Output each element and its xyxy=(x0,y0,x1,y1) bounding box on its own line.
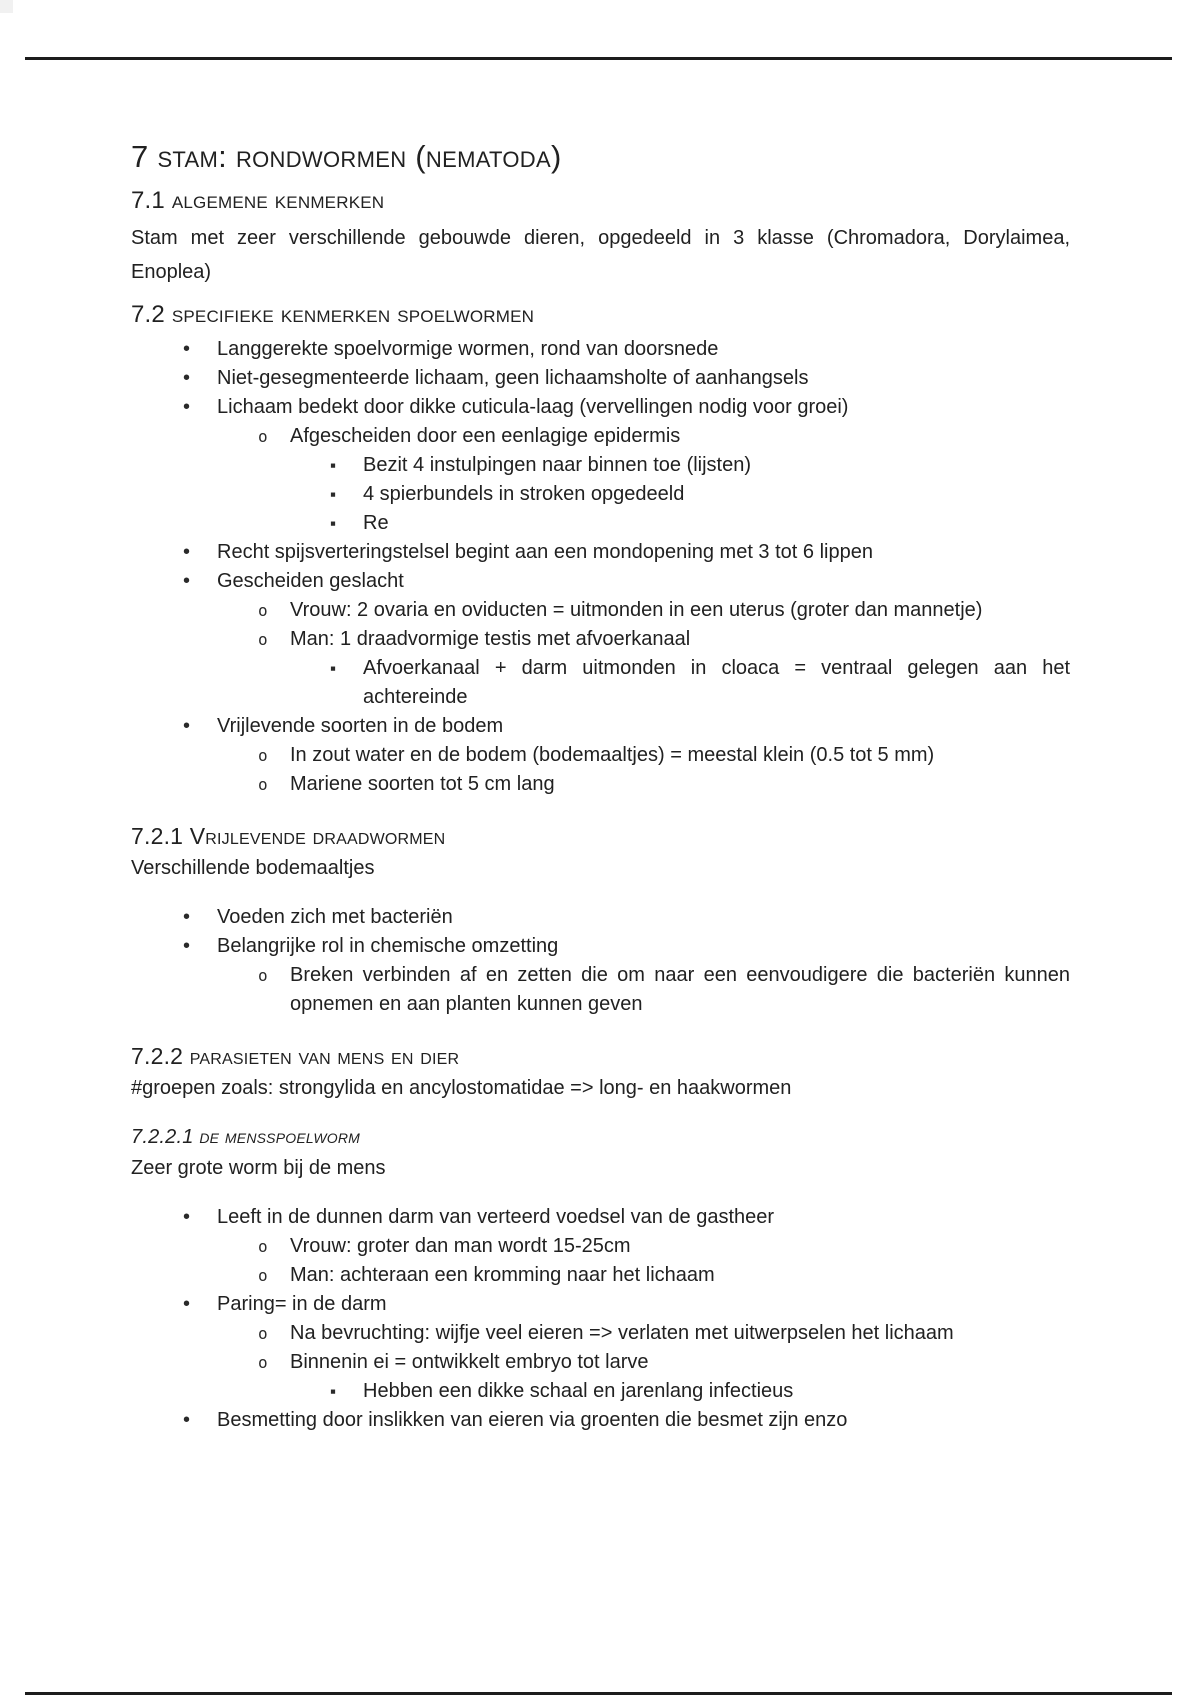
bullet-icon: • xyxy=(183,906,191,928)
list-item-text: Binnenin ei = ontwikkelt embryo tot larve xyxy=(290,1351,649,1373)
list-item-text: Besmetting door inslikken van eieren via groenten die besmet zijn enzo xyxy=(217,1409,848,1431)
list-item xyxy=(131,741,1070,770)
list-item-text: Belangrijke rol in chemische omzetting xyxy=(217,935,559,957)
bullet-icon: • xyxy=(183,570,191,592)
list-item-text: Re xyxy=(363,512,389,534)
list-item-text: Gescheiden geslacht xyxy=(217,570,404,592)
paragraph-7-2-2-1: Zeer grote worm bij de mens xyxy=(131,1157,386,1179)
list-item-text: Vrijlevende soorten in de bodem xyxy=(217,715,504,737)
heading-7-2-1: 7.2.1 Vrijlevende draadwormen xyxy=(131,823,446,849)
bullet-icon: • xyxy=(183,338,191,360)
scan-corner-artifact xyxy=(0,0,13,13)
list-7-2-1 xyxy=(131,903,1070,1019)
document-page xyxy=(131,139,1070,1435)
list-item xyxy=(131,364,1070,393)
list-item xyxy=(131,596,1070,625)
circle-bullet-icon: o xyxy=(258,1266,268,1285)
list-item xyxy=(131,903,1070,932)
list-item-text: Afgescheiden door een eenlagige epidermis xyxy=(290,425,681,447)
list-item xyxy=(131,1377,1070,1406)
heading-7-1: 7.1 algemene kenmerken xyxy=(131,187,385,214)
bullet-icon: • xyxy=(183,367,191,389)
list-item xyxy=(131,480,1070,509)
list-item-text: Voeden zich met bacteriën xyxy=(217,906,453,928)
bullet-icon: • xyxy=(183,715,191,737)
bullet-icon: • xyxy=(183,1409,191,1431)
bullet-icon: • xyxy=(183,396,191,418)
list-item xyxy=(131,1290,1070,1319)
square-bullet-icon: ▪ xyxy=(330,485,337,504)
bullet-icon: • xyxy=(183,935,191,957)
heading-7: 7 stam: rondwormen (nematoda) xyxy=(131,139,562,174)
square-bullet-icon: ▪ xyxy=(330,1382,337,1401)
list-item xyxy=(131,451,1070,480)
bullet-icon: • xyxy=(183,541,191,563)
list-item xyxy=(131,538,1070,567)
list-item xyxy=(131,422,1070,451)
bullet-icon: • xyxy=(183,1293,191,1315)
circle-bullet-icon: o xyxy=(258,601,268,620)
list-item-text: Leeft in de dunnen darm van verteerd voedsel van de gastheer xyxy=(217,1206,775,1228)
square-bullet-icon: ▪ xyxy=(330,514,337,533)
paragraph-7-2-1: Verschillende bodemaaltjes xyxy=(131,857,375,879)
heading-7-2-2: 7.2.2 parasieten van mens en dier xyxy=(131,1043,460,1069)
list-item-text: Paring= in de darm xyxy=(217,1293,387,1315)
circle-bullet-icon: o xyxy=(258,1353,268,1372)
list-7-2-2-1 xyxy=(131,1203,1070,1435)
list-7-2 xyxy=(131,335,1070,799)
list-item-text: Mariene soorten tot 5 cm lang xyxy=(290,773,555,795)
paragraph-7-1: Stam met zeer verschillende gebouwde dieren, opgedeeld in 3 klasse (Chromadora, Dorylaimea, Enoplea) xyxy=(131,227,1070,283)
paragraph-7-2-2: #groepen zoals: strongylida en ancylostomatidae => long- en haakwormen xyxy=(131,1077,792,1099)
list-item-text: Breken verbinden af en zetten die om naar een eenvoudigere die bacteriën kunnen opnemen en aan planten kunnen geven xyxy=(290,964,1070,1015)
circle-bullet-icon: o xyxy=(258,630,268,649)
bullet-icon: • xyxy=(183,1206,191,1228)
list-item-text: Recht spijsverteringstelsel begint aan een mondopening met 3 tot 6 lippen xyxy=(217,541,873,563)
square-bullet-icon: ▪ xyxy=(330,659,337,678)
list-item-text: Lichaam bedekt door dikke cuticula-laag (vervellingen nodig voor groei) xyxy=(217,396,849,418)
circle-bullet-icon: o xyxy=(258,1324,268,1343)
list-item xyxy=(131,1348,1070,1377)
circle-bullet-icon: o xyxy=(258,775,268,794)
list-item-text: Afvoerkanaal + darm uitmonden in cloaca = ventraal gelegen aan het achtereinde xyxy=(363,657,1070,708)
list-item-text: Hebben een dikke schaal en jarenlang infectieus xyxy=(363,1380,794,1402)
list-item xyxy=(131,1203,1070,1232)
list-item-text: Vrouw: 2 ovaria en oviducten = uitmonden in een uterus (groter dan mannetje) xyxy=(290,599,983,621)
list-item-text: Vrouw: groter dan man wordt 15-25cm xyxy=(290,1235,631,1257)
circle-bullet-icon: o xyxy=(258,746,268,765)
list-item-text: 4 spierbundels in stroken opgedeeld xyxy=(363,483,685,505)
list-item-text: Na bevruchting: wijfje veel eieren => verlaten met uitwerpselen het lichaam xyxy=(290,1322,954,1344)
circle-bullet-icon: o xyxy=(258,427,268,446)
list-item xyxy=(131,1406,1070,1435)
list-item xyxy=(131,567,1070,596)
list-item xyxy=(131,932,1070,961)
list-item-text: Man: 1 draadvormige testis met afvoerkanaal xyxy=(290,628,691,650)
list-item xyxy=(131,712,1070,741)
circle-bullet-icon: o xyxy=(258,1237,268,1256)
square-bullet-icon: ▪ xyxy=(330,456,337,475)
list-item-text: In zout water en de bodem (bodemaaltjes) = meestal klein (0.5 tot 5 mm) xyxy=(290,744,935,766)
list-item xyxy=(131,335,1070,364)
list-item-text: Langgerekte spoelvormige wormen, rond van doorsnede xyxy=(217,338,719,360)
list-item-text: Man: achteraan een kromming naar het lichaam xyxy=(290,1264,715,1286)
list-item-text: Bezit 4 instulpingen naar binnen toe (lijsten) xyxy=(363,454,752,476)
list-item xyxy=(131,1319,1070,1348)
list-item xyxy=(131,961,1070,1019)
bottom-border-rule xyxy=(25,1692,1172,1695)
heading-7-2-2-1: 7.2.2.1 de mensspoelworm xyxy=(131,1126,361,1148)
list-item xyxy=(131,509,1070,538)
heading-7-2: 7.2 specifieke kenmerken spoelwormen xyxy=(131,301,535,328)
list-item xyxy=(131,770,1070,799)
list-item xyxy=(131,654,1070,712)
list-item xyxy=(131,1232,1070,1261)
list-item-text: Niet-gesegmenteerde lichaam, geen lichaamsholte of aanhangsels xyxy=(217,367,809,389)
list-item xyxy=(131,1261,1070,1290)
top-border-rule xyxy=(25,57,1172,60)
circle-bullet-icon: o xyxy=(258,966,268,985)
list-item xyxy=(131,393,1070,422)
list-item xyxy=(131,625,1070,654)
